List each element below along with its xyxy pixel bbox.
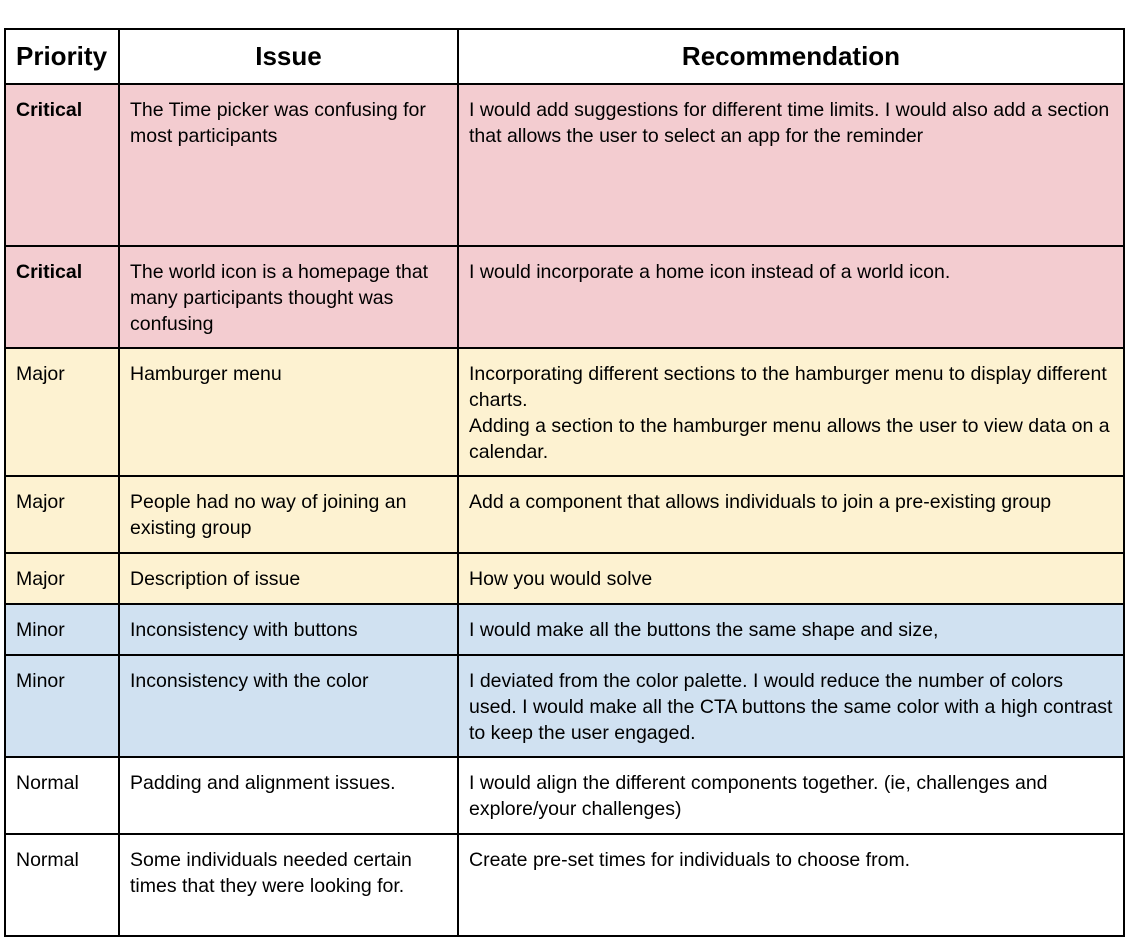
- issue-cell: Description of issue: [119, 553, 458, 604]
- issue-cell: Hamburger menu: [119, 348, 458, 476]
- issue-cell: People had no way of joining an existing group: [119, 476, 458, 553]
- priority-cell: Minor: [5, 604, 119, 655]
- table-row: [5, 655, 1124, 757]
- priority-cell: Normal: [5, 834, 119, 936]
- table-row: [5, 476, 1124, 553]
- priority-cell: Normal: [5, 757, 119, 834]
- issue-cell: The Time picker was confusing for most participants: [119, 84, 458, 246]
- usability-issues-table: [4, 28, 1125, 937]
- issue-cell: Padding and alignment issues.: [119, 757, 458, 834]
- table-row: [5, 757, 1124, 834]
- header-issue: Issue: [119, 29, 458, 84]
- header-priority: Priority: [5, 29, 119, 84]
- table-row: [5, 348, 1124, 476]
- recommendation-cell: Add a component that allows individuals to join a pre-existing group: [458, 476, 1124, 553]
- priority-cell: Minor: [5, 655, 119, 757]
- issue-cell: Some individuals needed certain times that they were looking for.: [119, 834, 458, 936]
- priority-cell: Major: [5, 553, 119, 604]
- table-row: [5, 834, 1124, 936]
- table-row: [5, 604, 1124, 655]
- issue-cell: Inconsistency with the color: [119, 655, 458, 757]
- issue-cell: The world icon is a homepage that many participants thought was confusing: [119, 246, 458, 348]
- table-row: [5, 246, 1124, 348]
- header-recommendation: Recommendation: [458, 29, 1124, 84]
- recommendation-cell: Incorporating different sections to the hamburger menu to display different charts. Adding a section to the hamburger menu allows the user to view data on a calendar.: [458, 348, 1124, 476]
- recommendation-cell: I would make all the buttons the same shape and size,: [458, 604, 1124, 655]
- table-row: [5, 84, 1124, 246]
- issue-cell: Inconsistency with buttons: [119, 604, 458, 655]
- recommendation-cell: How you would solve: [458, 553, 1124, 604]
- recommendation-cell: I would incorporate a home icon instead of a world icon.: [458, 246, 1124, 348]
- recommendation-cell: I would add suggestions for different time limits. I would also add a section that allows the user to select an app for the reminder: [458, 84, 1124, 246]
- recommendation-cell: I deviated from the color palette. I would reduce the number of colors used. I would make all the CTA buttons the same color with a high contrast to keep the user engaged.: [458, 655, 1124, 757]
- priority-cell: Critical: [5, 84, 119, 246]
- priority-cell: Major: [5, 348, 119, 476]
- priority-cell: Critical: [5, 246, 119, 348]
- priority-cell: Major: [5, 476, 119, 553]
- table-row: [5, 553, 1124, 604]
- table-header-row: [5, 29, 1124, 84]
- recommendation-cell: Create pre-set times for individuals to choose from.: [458, 834, 1124, 936]
- recommendation-cell: I would align the different components together. (ie, challenges and explore/your challenges): [458, 757, 1124, 834]
